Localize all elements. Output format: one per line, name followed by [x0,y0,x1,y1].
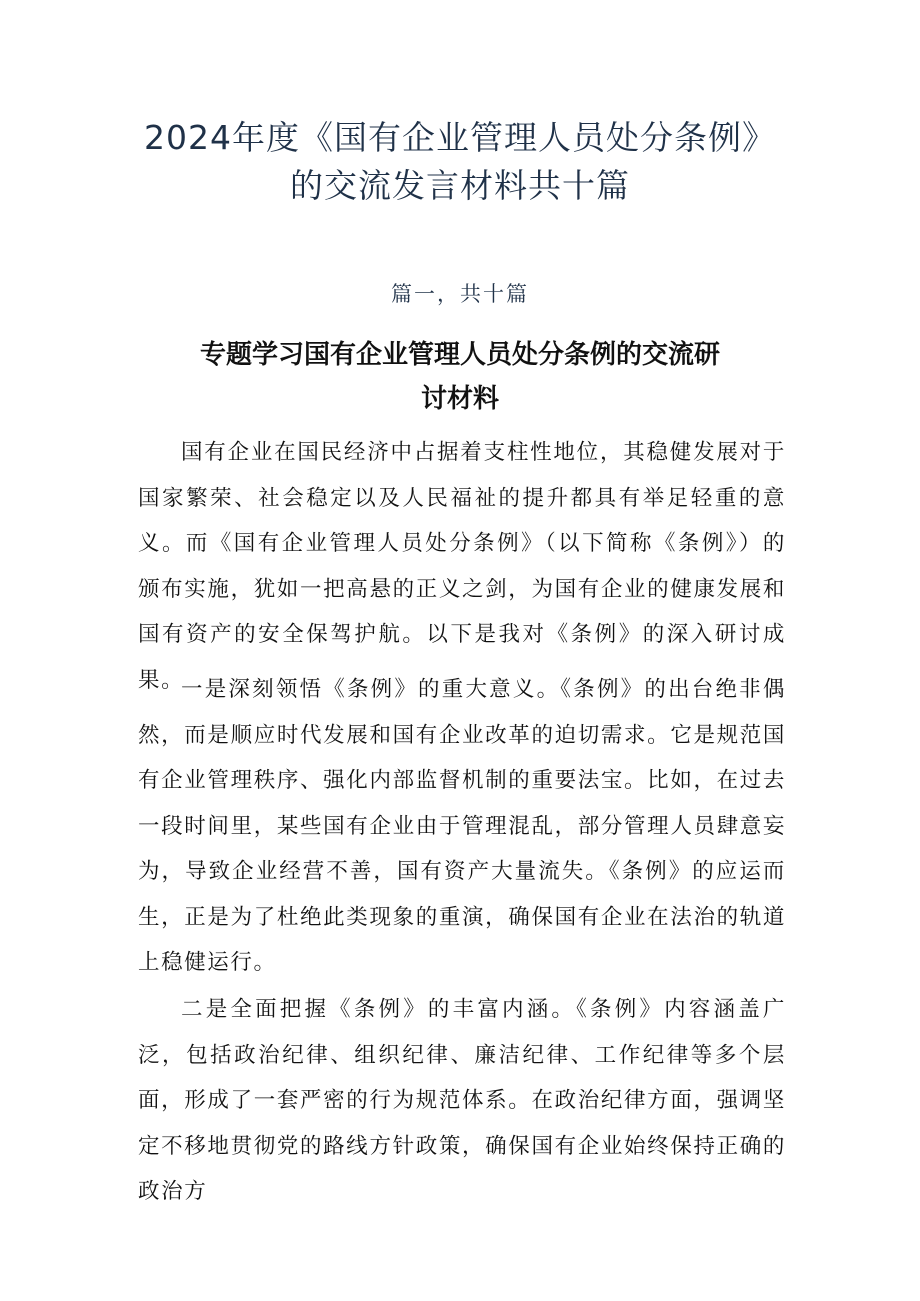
body-paragraph-3: 二是全面把握《条例》的丰富内涵。《条例》内容涵盖广泛，包括政治纪律、组织纪律、廉洁纪律、工作纪律等多个层面，形成了一套严密的行为规范体系。在政治纪律方面，强调坚定不移地贯彻党的路线方针政策，确保国有企业始终保持正确的政治方 [138,997,786,1204]
document-title-line-1: 2024年度《国有企业管理人员处分条例》 [144,118,776,157]
article-title-line-1: 专题学习国有企业管理人员处分条例的交流研 [199,340,720,370]
section-label: 篇一，共十篇 [391,282,529,306]
body-paragraph-2: 一是深刻领悟《条例》的重大意义。《条例》的出台绝非偶然，而是顺应时代发展和国有企业改革的迫切需求。它是规范国有企业管理秩序、强化内部监督机制的重要法宝。比如，在过去一段时间里，某些国有企业由于管理混乱，部分管理人员肆意妄为，导致企业经营不善，国有资产大量流失。《条例》的应运而生，正是为了杜绝此类现象的重演，确保国有企业在法治的轨道上稳健运行。 [138,677,786,975]
document-title-line-2: 的交流发言材料共十篇 [290,166,630,205]
article-title-line-2: 讨材料 [420,384,499,414]
body-paragraph-1: 国有企业在国民经济中占据着支柱性地位，其稳健发展对于国家繁荣、社会稳定以及人民福祉的提升都具有举足轻重的意义。而《国有企业管理人员处分条例》（以下简称《条例》）的颁布实施，犹如一把高悬的正义之剑，为国有企业的健康发展和国有资产的安全保驾护航。以下是我对《条例》的深入研讨成果。 [138,440,786,693]
